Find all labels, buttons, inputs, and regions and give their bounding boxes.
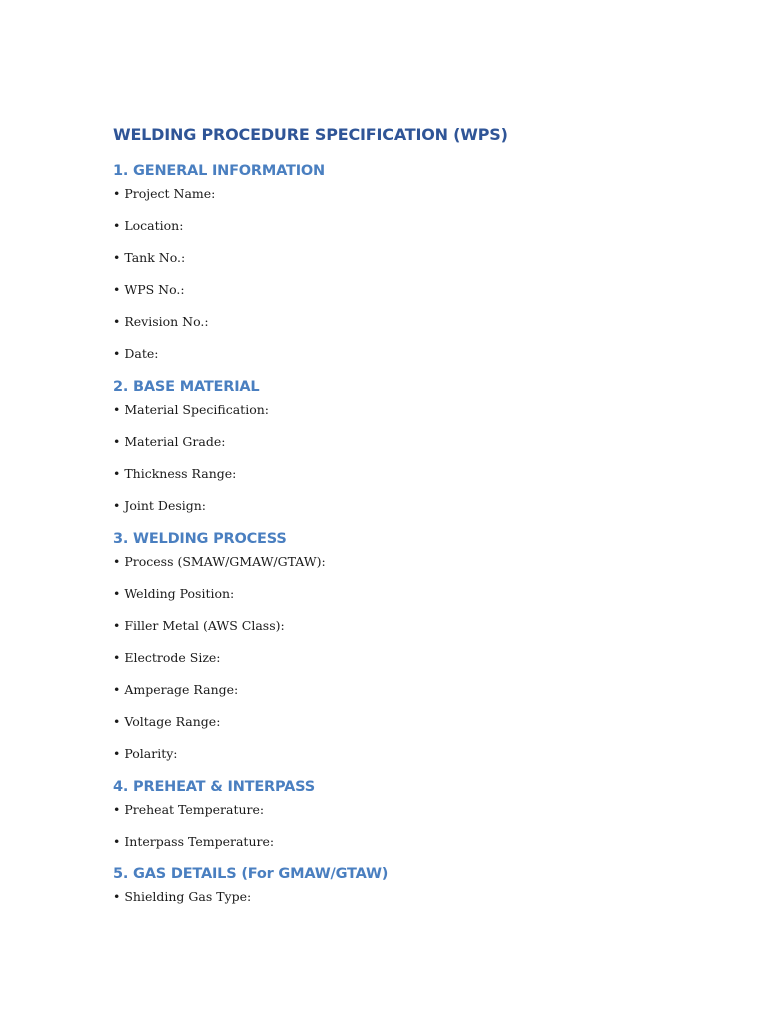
field-shielding-gas-type: • Shielding Gas Type: bbox=[113, 889, 252, 904]
field-project-name: • Project Name: bbox=[113, 186, 216, 201]
section-heading-preheat-interpass: 4. PREHEAT & INTERPASS bbox=[113, 779, 315, 795]
field-tank-no: • Tank No.: bbox=[113, 250, 186, 265]
field-filler-metal: • Filler Metal (AWS Class): bbox=[113, 618, 285, 633]
field-joint-design: • Joint Design: bbox=[113, 498, 207, 513]
section-heading-base-material: 2. BASE MATERIAL bbox=[113, 379, 260, 395]
document-title: WELDING PROCEDURE SPECIFICATION (WPS) bbox=[113, 125, 508, 144]
field-electrode-size: • Electrode Size: bbox=[113, 650, 221, 665]
field-voltage-range: • Voltage Range: bbox=[113, 714, 221, 729]
field-location: • Location: bbox=[113, 218, 184, 233]
field-material-grade: • Material Grade: bbox=[113, 434, 226, 449]
field-thickness-range: • Thickness Range: bbox=[113, 466, 237, 481]
section-heading-welding-process: 3. WELDING PROCESS bbox=[113, 531, 287, 547]
section-heading-general-information: 1. GENERAL INFORMATION bbox=[113, 163, 325, 179]
field-date: • Date: bbox=[113, 346, 159, 361]
field-interpass-temperature: • Interpass Temperature: bbox=[113, 834, 275, 849]
field-revision-no: • Revision No.: bbox=[113, 314, 209, 329]
field-material-specification: • Material Specification: bbox=[113, 402, 269, 417]
field-preheat-temperature: • Preheat Temperature: bbox=[113, 802, 265, 817]
field-welding-position: • Welding Position: bbox=[113, 586, 235, 601]
field-wps-no: • WPS No.: bbox=[113, 282, 185, 297]
field-amperage-range: • Amperage Range: bbox=[113, 682, 239, 697]
field-polarity: • Polarity: bbox=[113, 746, 178, 761]
field-process: • Process (SMAW/GMAW/GTAW): bbox=[113, 554, 326, 569]
section-heading-gas-details: 5. GAS DETAILS (For GMAW/GTAW) bbox=[113, 866, 389, 882]
